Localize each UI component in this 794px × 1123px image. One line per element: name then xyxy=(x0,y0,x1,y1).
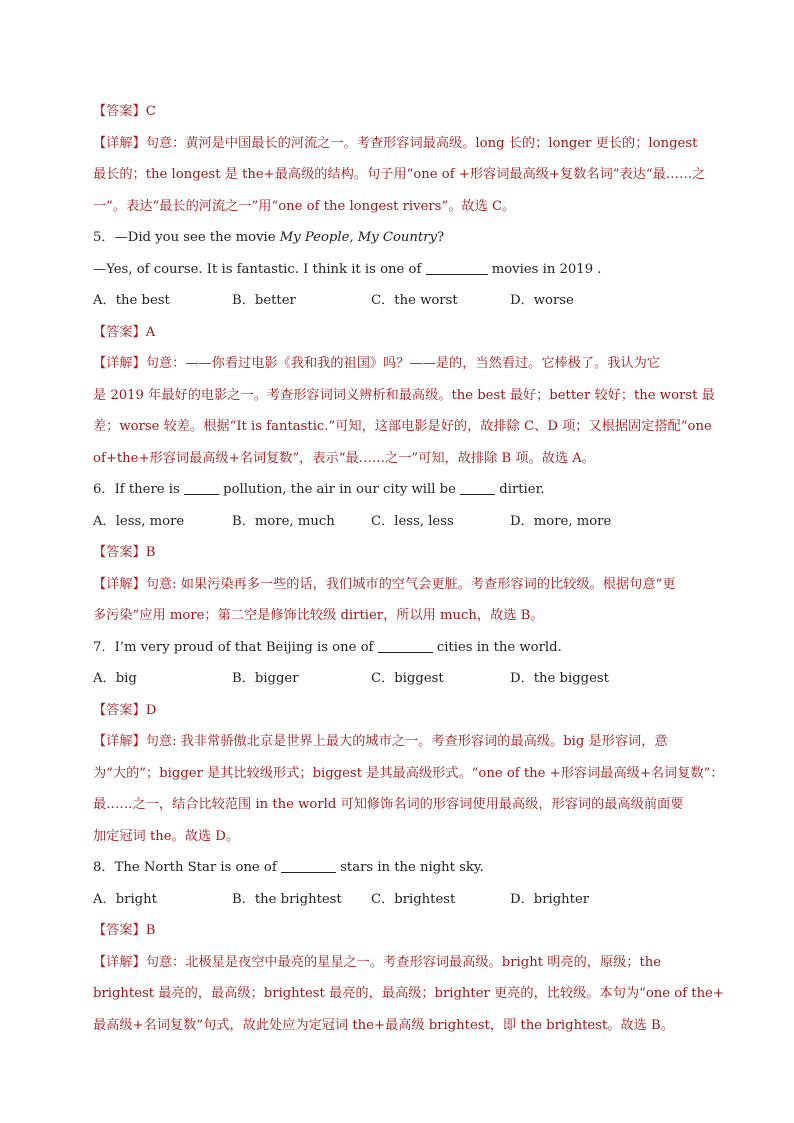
detail-line: brightest 最亮的，最高级；brightest 最亮的，最高级；brighter 更亮的，比较级。本句为“one of the+ xyxy=(93,986,724,1001)
question-number: 5． xyxy=(93,230,115,245)
question-text: cities in the world. xyxy=(432,639,562,655)
option-c: C．less, less xyxy=(371,513,454,529)
question-text: —Yes, of course. It is fantastic. I think it is one of xyxy=(93,261,426,277)
detail-line: 差；worse 较差。根据“It is fantastic.”可知，这部电影是好的，故排除 C、D 项；又根据固定搭配“one xyxy=(93,419,712,434)
question-line xyxy=(93,474,705,506)
question-text: stars in the night sky. xyxy=(335,860,484,875)
answer-value: A xyxy=(145,324,156,340)
question-text: The North Star is one of xyxy=(114,860,281,875)
document-content xyxy=(93,96,724,1041)
detail-text: 句意：黄河是中国最长的河流之一。考查形容词最高级。long 长的；longer 更长的；longest xyxy=(145,135,698,151)
options-row xyxy=(93,285,705,317)
question-line xyxy=(93,852,705,884)
answer-blank xyxy=(460,480,495,495)
options-row xyxy=(93,884,705,916)
answer-line xyxy=(93,537,705,569)
detail-line: 最……之一，结合比较范围 in the world 可知修饰名词的形容词使用最高级，形容词的最高级前面要 xyxy=(93,797,684,812)
option-d: D．more, more xyxy=(510,513,612,529)
question-number: 8． xyxy=(93,860,115,875)
detail-text: 句意: 如果污染再多一些的话，我们城市的空气会更脏。考查形容词的比较级。根据句意“更 xyxy=(145,576,676,592)
option-a: A．less, more xyxy=(93,513,185,529)
option-a: A．the best xyxy=(93,293,170,308)
answer-blank xyxy=(281,858,336,873)
answer-label: 【答案】 xyxy=(93,545,146,560)
answer-blank xyxy=(426,260,488,275)
answer-blank xyxy=(378,638,433,653)
option-c: C．brightest xyxy=(371,891,456,907)
detail-line xyxy=(93,947,705,979)
answer-value: B xyxy=(145,545,156,560)
question-line xyxy=(93,632,705,664)
answer-label: 【答案】 xyxy=(93,923,146,938)
detail-label: 【详解】 xyxy=(93,734,146,749)
detail-line: 最高级+名词复数”句式，故此处应为定冠词 the+最高级 brightest，即 the brightest。故选 B。 xyxy=(93,1017,674,1033)
option-d: D．the biggest xyxy=(510,671,609,686)
question-text: —Did you see the movie xyxy=(114,230,280,245)
option-d: D．worse xyxy=(510,293,574,308)
answer-label: 【答案】 xyxy=(93,702,146,718)
answer-line xyxy=(93,317,705,349)
question-text: dirtier. xyxy=(495,482,545,497)
detail-line: 最长的；the longest 是 the+最高级的结构。句子用“one of +形容词最高级+复数名词”表达“最……之 xyxy=(93,167,706,182)
option-b: B．the brightest xyxy=(232,891,342,907)
detail-line: 是 2019 年最好的电影之一。考查形容词词义辨析和最高级。the best 最好；better 较好；the worst 最 xyxy=(93,387,715,403)
detail-label: 【详解】 xyxy=(93,954,146,970)
detail-line: 加定冠词 the。故选 D。 xyxy=(93,828,240,844)
option-b: B．better xyxy=(232,293,296,308)
detail-label: 【详解】 xyxy=(93,576,146,592)
options-row xyxy=(93,506,705,538)
answer-label: 【答案】 xyxy=(93,324,146,340)
movie-title: My People, My Country xyxy=(279,230,437,245)
answer-value: C xyxy=(145,104,156,119)
answer-line xyxy=(93,96,705,128)
option-a: A．bright xyxy=(93,891,157,907)
answer-line xyxy=(93,695,705,727)
question-text: ? xyxy=(436,230,445,245)
question-number: 7． xyxy=(93,639,115,655)
detail-line: 一”。表达“最长的河流之一”用“one of the longest rivers”。故选 C。 xyxy=(93,198,516,214)
option-b: B．more, much xyxy=(232,513,335,529)
detail-line: 多污染”应用 more；第二空是修饰比较级 dirtier，所以用 much，故选 B。 xyxy=(93,608,544,623)
detail-line: 为“大的”；bigger 是其比较级形式；biggest 是其最高级形式。“one of the +形容词最高级+名词复数”： xyxy=(93,765,724,781)
detail-text: 句意: 我非常骄傲北京是世界上最大的城市之一。考查形容词的最高级。big 是形容词，意 xyxy=(145,734,668,749)
option-b: B．bigger xyxy=(232,671,299,686)
options-row xyxy=(93,663,705,695)
detail-line: of+the+形容词最高级+名词复数”，表示“最……之一”可知，故排除 B 项。故选 A。 xyxy=(93,450,596,466)
detail-text: 句意：——你看过电影《我和我的祖国》吗？——是的，当然看过。它棒极了。我认为它 xyxy=(145,356,661,371)
option-c: C．the worst xyxy=(371,293,458,308)
question-line xyxy=(93,222,705,254)
option-d: D．brighter xyxy=(510,891,590,907)
option-c: C．biggest xyxy=(371,671,444,686)
option-a: A．big xyxy=(93,671,137,686)
answer-blank xyxy=(184,480,219,495)
question-text: If there is xyxy=(114,482,184,497)
detail-line xyxy=(93,128,705,160)
answer-label: 【答案】 xyxy=(93,104,146,119)
detail-line xyxy=(93,569,705,601)
question-text: I’m very proud of that Beijing is one of xyxy=(114,639,378,655)
question-line xyxy=(93,254,705,286)
question-text: movies in 2019 . xyxy=(487,261,602,277)
question-number: 6． xyxy=(93,482,115,497)
detail-line xyxy=(93,726,705,758)
detail-line xyxy=(93,348,705,380)
answer-line xyxy=(93,915,705,947)
question-text: pollution, the air in our city will be xyxy=(218,482,461,497)
answer-value: D xyxy=(145,702,157,718)
answer-value: B xyxy=(145,923,156,938)
detail-label: 【详解】 xyxy=(93,356,146,371)
detail-label: 【详解】 xyxy=(93,135,146,151)
detail-text: 句意：北极星是夜空中最亮的星星之一。考查形容词最高级。bright 明亮的，原级；the xyxy=(145,954,662,970)
